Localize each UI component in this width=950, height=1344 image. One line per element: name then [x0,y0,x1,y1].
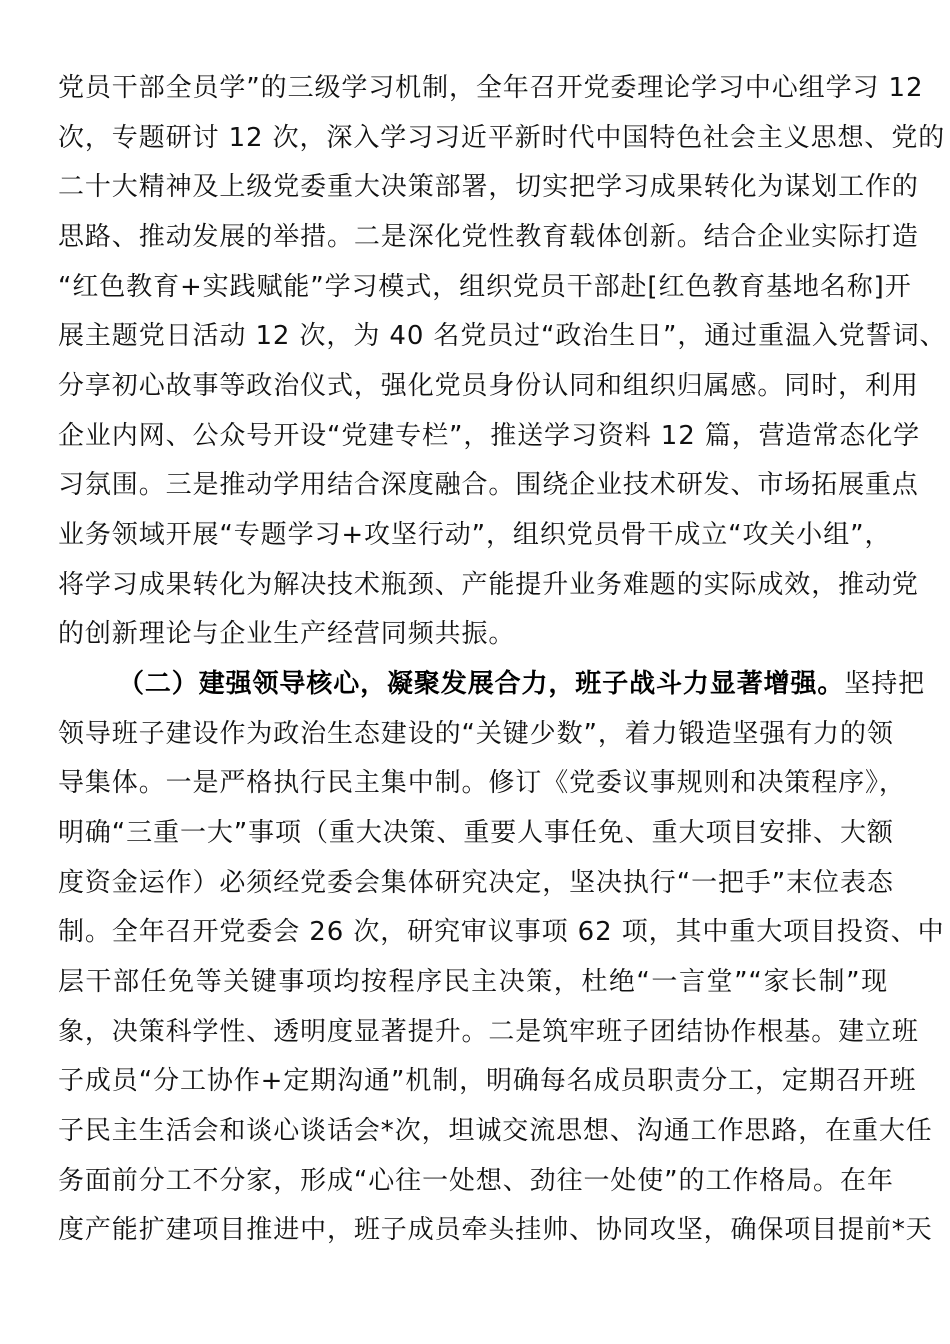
paragraph-1-line-1: 党员干部全员学”的三级学习机制，全年召开党委理论学习中心组学习 12 [58,73,924,103]
paragraph-1-line-9: 习氛围。三是推动学用结合深度融合。围绕企业技术研发、市场拓展重点 [58,470,919,500]
paragraph-1-line-2: 次，专题研讨 12 次，深入学习习近平新时代中国特色社会主义思想、党的 [58,123,946,153]
paragraph-2-line-3: 明确“三重一大”事项（重大决策、重要人事任免、重大项目安排、大额 [58,818,894,848]
paragraph-1-line-8: 企业内网、公众号开设“党建专栏”，推送学习资料 12 篇，营造常态化学 [58,421,921,451]
paragraph-2-line-4: 度资金运作）必须经党委会集体研究决定，坚决执行“一把手”末位表态 [58,868,894,898]
paragraph-2-line-11: 度产能扩建项目推进中，班子成员牵头挂帅、协同攻坚，确保项目提前*天 [58,1215,933,1245]
paragraph-2-line-7: 象，决策科学性、透明度显著提升。二是筑牢班子团结协作根基。建立班 [58,1017,919,1047]
paragraph-2-line-2: 导集体。一是严格执行民主集中制。修订《党委议事规则和决策程序》， [58,768,906,798]
paragraph-1-line-11: 将学习成果转化为解决技术瓶颈、产能提升业务难题的实际成效，推动党 [58,570,919,600]
paragraph-1-line-7: 分享初心故事等政治仪式，强化党员身份认同和组织归属感。同时，利用 [58,371,919,401]
paragraph-1-line-6: 展主题党日活动 12 次，为 40 名党员过“政治生日”，通过重温入党誓词、 [58,321,947,351]
section-heading-rest: 坚持把 [844,669,926,699]
paragraph-1-line-12: 的创新理论与企业生产经营同频共振。 [58,619,516,649]
paragraph-2-line-9: 子民主生活会和谈心谈话会*次，坦诚交流思想、沟通工作思路，在重大任 [58,1116,933,1146]
section-heading: （二）建强领导核心，凝聚发展合力，班子战斗力显著增强。 [118,669,845,699]
paragraph-2-line-5: 制。全年召开党委会 26 次，研究审议事项 62 项，其中重大项目投资、中 [58,917,945,947]
paragraph-1-line-3: 二十大精神及上级党委重大决策部署，切实把学习成果转化为谋划工作的 [58,172,919,202]
paragraph-1-line-4: 思路、推动发展的举措。二是深化党性教育载体创新。结合企业实际打造 [58,222,919,252]
paragraph-1-line-10: 业务领域开展“专题学习+攻坚行动”，组织党员骨干成立“攻关小组”， [58,520,892,550]
paragraph-2-line-10: 务面前分工不分家，形成“心往一处想、劲往一处使”的工作格局。在年 [58,1166,894,1196]
paragraph-2-line-1: 领导班子建设作为政治生态建设的“关键少数”，着力锻造坚强有力的领 [58,719,894,749]
paragraph-1-line-5: “红色教育+实践赋能”学习模式，组织党员干部赴[红色教育基地名称]开 [58,272,912,302]
paragraph-2-line-8: 子成员“分工协作+定期沟通”机制，明确每名成员职责分工，定期召开班 [58,1066,917,1096]
section-heading-line [118,664,926,704]
paragraph-2-line-6: 层干部任免等关键事项均按程序民主决策，杜绝“一言堂”“家长制”现 [58,967,888,997]
